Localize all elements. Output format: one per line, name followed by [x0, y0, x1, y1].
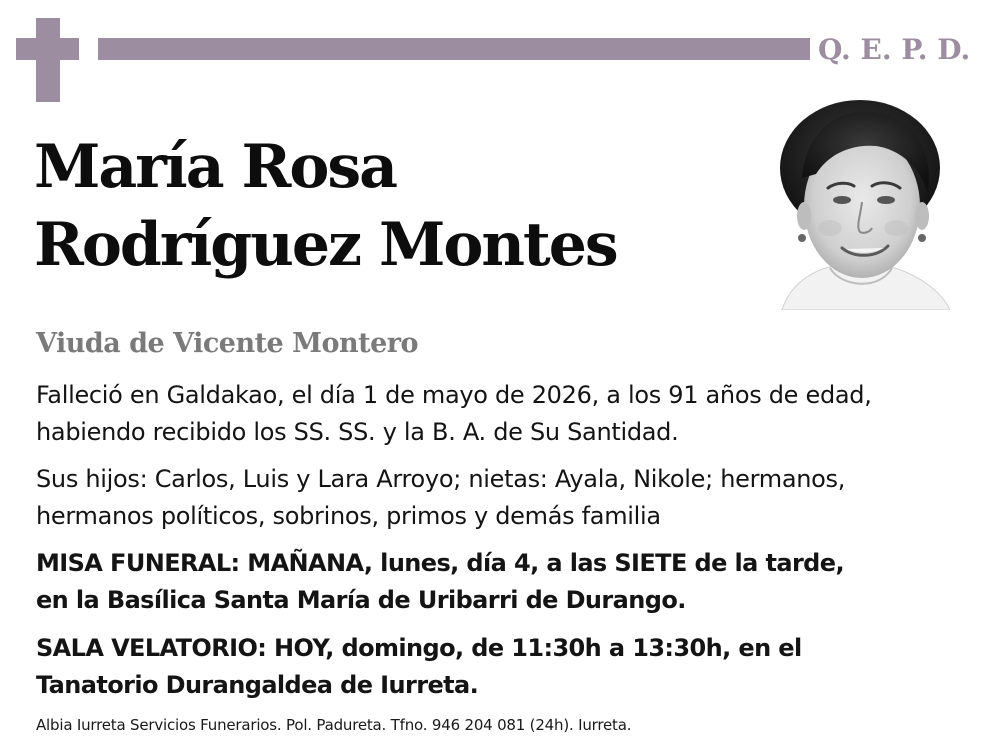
death-line-2: habiendo recibido los SS. SS. y la B. A. de Su Santidad. [36, 418, 679, 446]
death-line-1: Falleció en Galdakao, el día 1 de mayo de 2026, a los 91 años de edad, [36, 381, 872, 409]
deceased-name-line2: Rodríguez Montes [34, 210, 617, 280]
deceased-name-line1: María Rosa [34, 132, 397, 202]
mass-line-1: MISA FUNERAL: MAÑANA, lunes, día 4, a las SIETE de la tarde, [36, 549, 844, 577]
wake-line-1: SALA VELATORIO: HOY, domingo, de 11:30h a 13:30h, en el [36, 634, 802, 662]
wake-room-paragraph [36, 630, 802, 704]
family-paragraph [36, 461, 845, 535]
portrait-photo [772, 98, 950, 310]
widow-of-subtitle: Viuda de Vicente Montero [36, 328, 419, 359]
family-line-1: Sus hijos: Carlos, Luis y Lara Arroyo; nietas: Ayala, Nikole; hermanos, [36, 465, 846, 493]
header-rule [98, 38, 810, 60]
deceased-name [34, 128, 617, 284]
death-notice-paragraph [36, 377, 872, 451]
family-line-2: hermanos políticos, sobrinos, primos y demás familia [36, 502, 661, 530]
qepd-heading: Q. E. P. D. [818, 33, 971, 66]
funeral-mass-paragraph [36, 545, 844, 619]
cross-vertical-bar [36, 18, 60, 102]
funeral-home-footer: Albia Iurreta Servicios Funerarios. Pol. Padureta. Tfno. 946 204 081 (24h). Iurreta. [36, 716, 632, 734]
cross-horizontal-bar [16, 38, 79, 60]
wake-line-2: Tanatorio Durangaldea de Iurreta. [36, 671, 479, 699]
mass-line-2: en la Basílica Santa María de Uribarri de Durango. [36, 586, 686, 614]
